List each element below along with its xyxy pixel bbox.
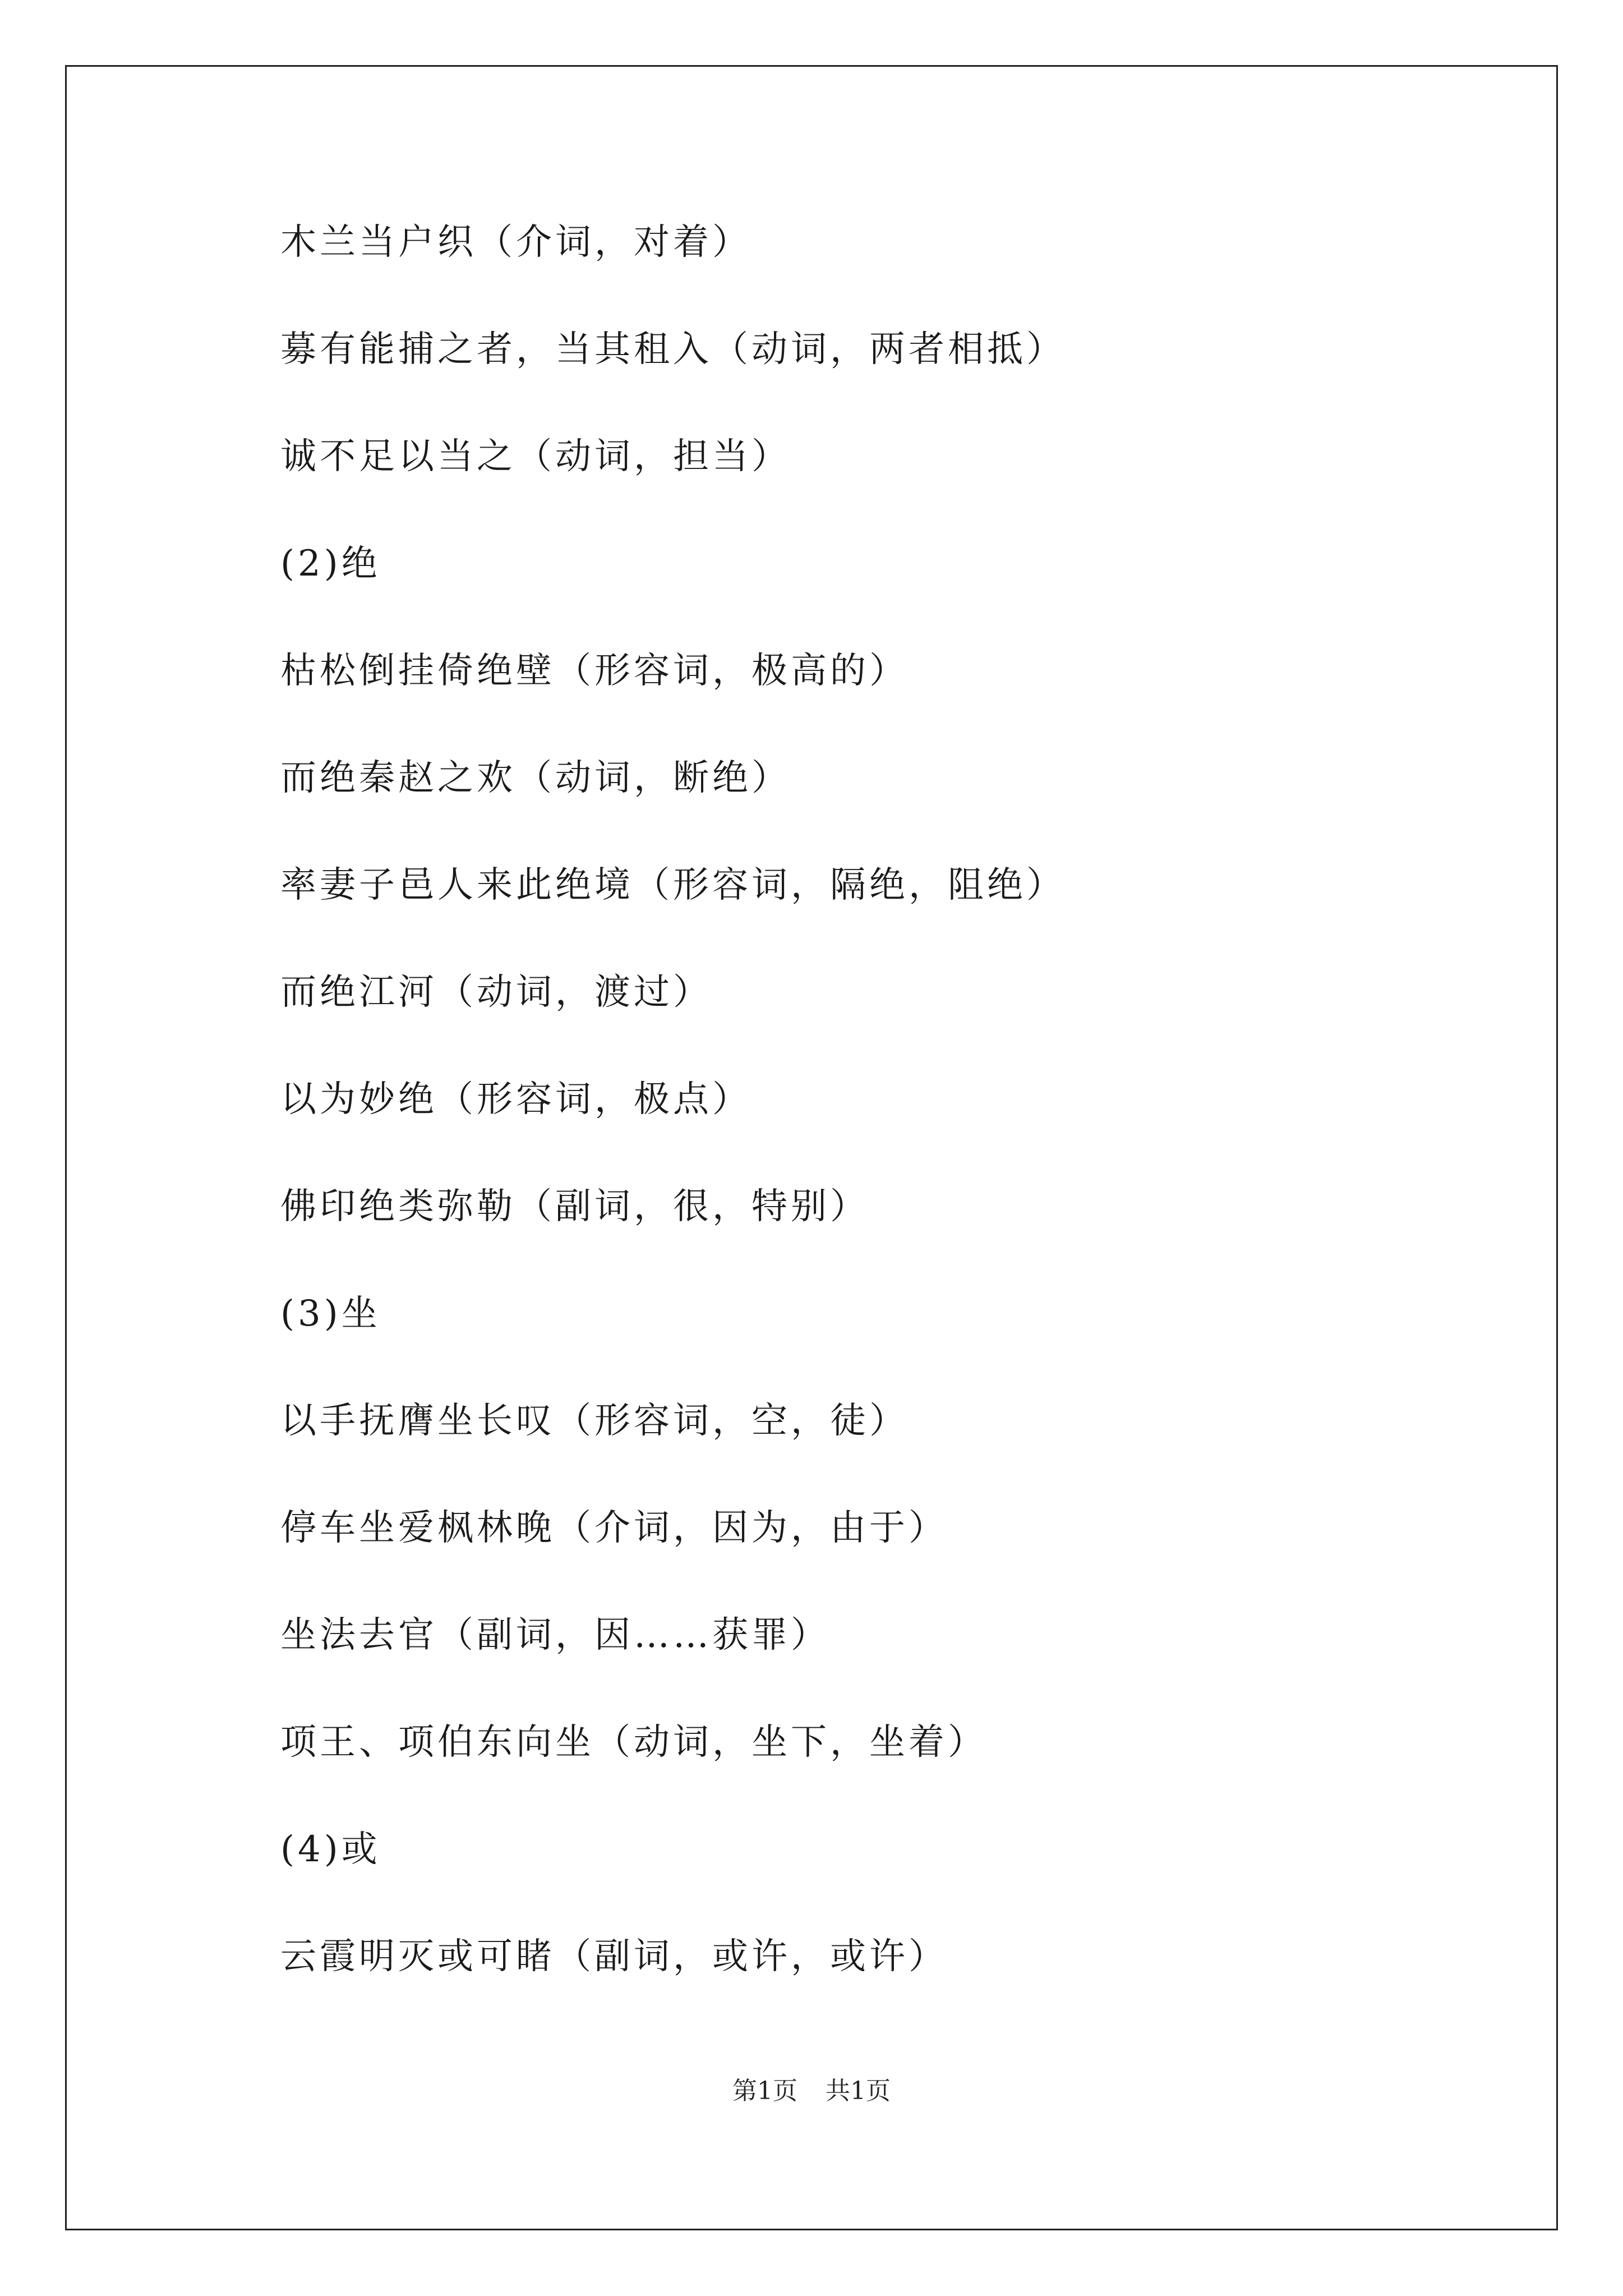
text-line: 而绝江河（动词，渡过） bbox=[280, 972, 712, 1013]
text-line: 而绝秦赵之欢（动词，断绝） bbox=[280, 757, 791, 799]
text-line: 云霞明灭或可睹（副词，或许，或许） bbox=[280, 1936, 948, 1977]
text-line: 以手抚膺坐长叹（形容词，空，徒） bbox=[280, 1400, 909, 1442]
text-line: 佛印绝类弥勒（副词，很，特别） bbox=[280, 1186, 869, 1227]
text-line: 诚不足以当之（动词，担当） bbox=[280, 436, 791, 477]
text-line: 项王、项伯东向坐（动词，坐下，坐着） bbox=[280, 1722, 987, 1763]
text-line: 木兰当户织（介词，对着） bbox=[280, 222, 751, 263]
page-total: 共1页 bbox=[826, 2077, 891, 2105]
text-line: 募有能捕之者，当其租入（动词，两者相抵） bbox=[280, 329, 1066, 370]
text-line: 坐法去官（副词，因……获罪） bbox=[280, 1614, 830, 1656]
text-line: 率妻子邑人来此绝境（形容词，隔绝，阻绝） bbox=[280, 864, 1066, 906]
section-heading: (2)绝 bbox=[280, 543, 381, 585]
text-line: 以为妙绝（形容词，极点） bbox=[280, 1079, 751, 1120]
text-line: 停车坐爱枫林晚（介词，因为，由于） bbox=[280, 1507, 948, 1549]
text-line: 枯松倒挂倚绝壁（形容词，极高的） bbox=[280, 650, 909, 692]
page-number: 第1页 bbox=[732, 2077, 797, 2105]
document-body bbox=[280, 217, 1458, 2038]
section-heading: (4)或 bbox=[280, 1829, 381, 1870]
section-heading: (3)坐 bbox=[280, 1293, 381, 1335]
page-footer bbox=[0, 2076, 1623, 2107]
